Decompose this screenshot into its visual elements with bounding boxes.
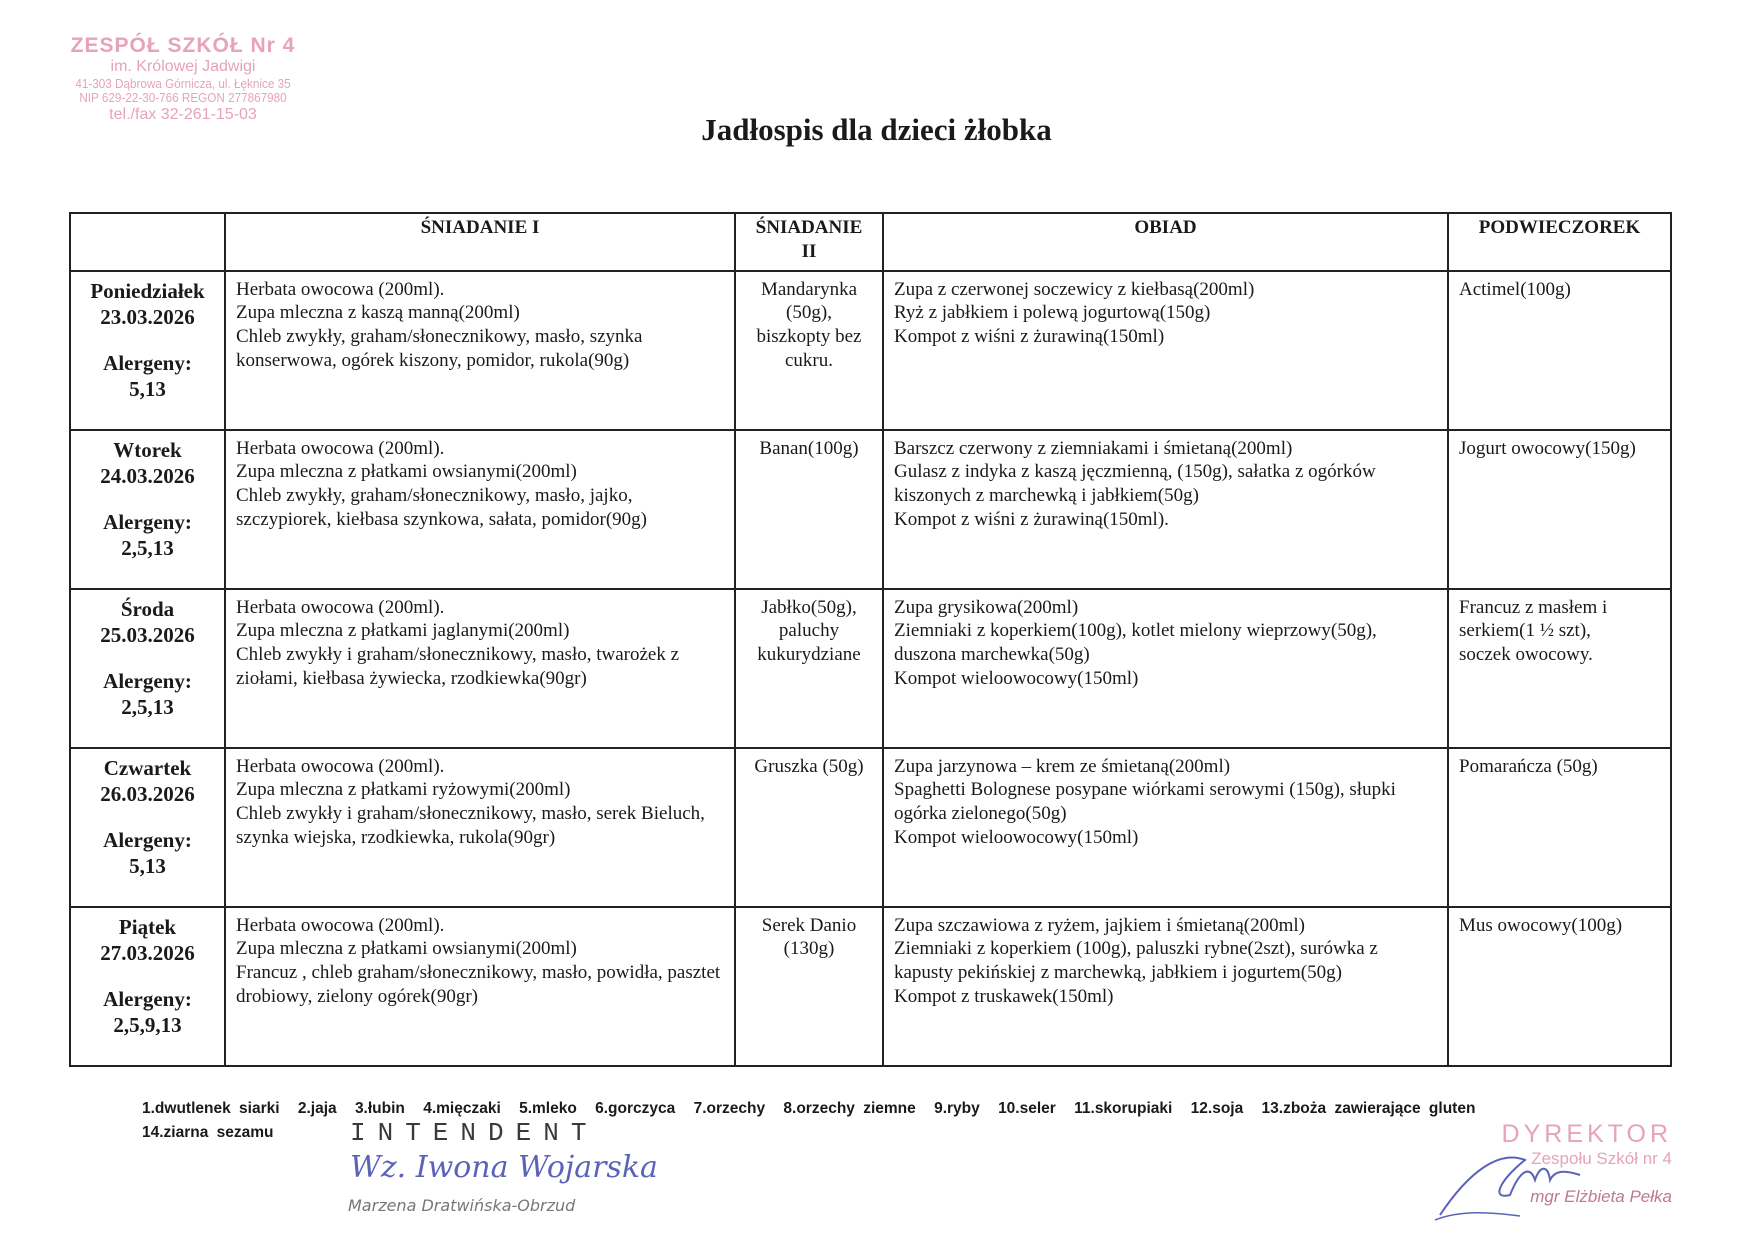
day-name: Poniedziałek xyxy=(90,278,205,303)
obiad-cell xyxy=(883,430,1448,589)
stamp-address: 41-303 Dąbrowa Górnicza, ul. Łęknice 35 xyxy=(75,75,291,91)
intendent-stamp: INTENDENT xyxy=(350,1118,599,1148)
allergen-legend-item: 5.mleko xyxy=(519,1100,577,1117)
table-row xyxy=(70,271,1671,430)
header-podwieczorek: PODWIECZOREK xyxy=(1448,213,1671,271)
menu-item: Zupa mleczna z płatkami owsianymi(200ml) xyxy=(236,938,577,960)
allergen-legend-item: 1.dwutlenek siarki xyxy=(142,1100,280,1117)
podwieczorek-cell xyxy=(1448,907,1671,1066)
allergen-legend-item: 10.seler xyxy=(998,1100,1056,1117)
menu-item: Kompot wieloowocowy(150ml) xyxy=(894,667,1139,689)
allergens-label: Alergeny: xyxy=(103,987,192,1011)
menu-item: Zupa mleczna z płatkami ryżowymi(200ml) xyxy=(236,779,571,801)
menu-item: Chleb zwykły i graham/słonecznikowy, masło, serek Bieluch, szynka wiejska, rzodkiewka, rukola(90gr) xyxy=(236,803,705,848)
sniadanie-2-cell xyxy=(735,589,883,748)
menu-item: Mus owocowy(100g) xyxy=(1459,914,1623,936)
menu-item: Jogurt owocowy(150g) xyxy=(1459,437,1636,459)
header-obiad: OBIAD xyxy=(883,213,1448,271)
obiad-cell xyxy=(883,271,1448,430)
allergen-legend-item: 11.skorupiaki xyxy=(1074,1100,1173,1117)
allergens-value: 2,5,13 xyxy=(121,536,174,561)
allergens-label: Alergeny: xyxy=(103,669,192,693)
allergens-value: 2,5,13 xyxy=(121,695,174,720)
sniadanie-2-cell xyxy=(735,271,883,430)
director-stamp xyxy=(1452,1120,1672,1207)
menu-item: Jabłko(50g), xyxy=(761,596,857,618)
allergens-value: 2,5,9,13 xyxy=(113,1013,182,1038)
podwieczorek-cell xyxy=(1448,430,1671,589)
menu-item: Ziemniaki z koperkiem (100g), paluszki rybne(2szt), surówka z kapusty pekińskiej z marchewką, jabłkiem i jogurtem(50g) xyxy=(894,938,1378,983)
day-name: Wtorek xyxy=(113,437,182,462)
table-row xyxy=(70,589,1671,748)
menu-item: Barszcz czerwony z ziemniakami i śmietaną(200ml) xyxy=(894,437,1293,459)
sniadanie-2-cell xyxy=(735,907,883,1066)
sniadanie-1-cell xyxy=(225,271,735,430)
allergen-legend-item: 8.orzechy ziemne xyxy=(783,1100,916,1117)
menu-item: soczek owocowy. xyxy=(1459,644,1593,665)
obiad-cell xyxy=(883,907,1448,1066)
menu-item: Kompot z truskawek(150ml) xyxy=(894,985,1114,1007)
intendent-name: Marzena Dratwińska-Obrzud xyxy=(348,1196,576,1215)
day-cell xyxy=(70,271,225,430)
director-title: DYREKTOR xyxy=(1501,1120,1672,1148)
allergen-legend-item: 12.soja xyxy=(1190,1100,1244,1117)
menu-item: Zupa mleczna z kaszą manną(200ml) xyxy=(236,302,520,324)
allergens-label: Alergeny: xyxy=(103,351,192,375)
day-cell xyxy=(70,430,225,589)
header-sniadanie-2: ŚNIADANIE II xyxy=(735,213,883,271)
menu-item: Ryż z jabłkiem i polewą jogurtową(150g) xyxy=(894,302,1211,324)
menu-item: Kompot z wiśni z żurawiną(150ml). xyxy=(894,508,1169,530)
day-name: Środa xyxy=(120,596,175,621)
menu-table xyxy=(69,212,1672,1067)
menu-item: Chleb zwykły, graham/słonecznikowy, masło, szynka konserwowa, ogórek kiszony, pomidor, rukola(90g) xyxy=(236,326,643,371)
menu-item: Mandarynka (50g), xyxy=(760,278,858,324)
day-name: Czwartek xyxy=(103,755,192,780)
menu-item: Kompot wieloowocowy(150ml) xyxy=(894,826,1139,848)
allergens-label: Alergeny: xyxy=(103,828,192,852)
menu-item: Herbata owocowa (200ml). xyxy=(236,914,445,936)
menu-item: Chleb zwykły i graham/słonecznikowy, masło, twarożek z ziołami, kiełbasa żywiecka, rzodkiewka(90gr) xyxy=(236,644,680,689)
day-cell xyxy=(70,589,225,748)
obiad-cell xyxy=(883,748,1448,907)
podwieczorek-cell xyxy=(1448,271,1671,430)
menu-item: Spaghetti Bolognese posypane wiórkami serowymi (150g), słupki ogórka zielonego(50g) xyxy=(894,779,1396,824)
podwieczorek-cell xyxy=(1448,589,1671,748)
menu-item: Francuz , chleb graham/słonecznikowy, masło, powidła, pasztet drobiowy, zielony ogórek(90gr) xyxy=(236,962,721,1007)
day-date: 23.03.2026 xyxy=(100,304,195,329)
menu-item: Herbata owocowa (200ml). xyxy=(236,755,445,777)
sniadanie-2-cell xyxy=(735,430,883,589)
allergen-legend-item: 3.łubin xyxy=(354,1100,405,1117)
menu-item: Zupa szczawiowa z ryżem, jajkiem i śmietaną(200ml) xyxy=(894,914,1305,936)
header-day xyxy=(70,213,225,271)
sniadanie-2-cell xyxy=(735,748,883,907)
menu-item: Francuz z masłem i serkiem(1 ½ szt), xyxy=(1459,596,1608,642)
menu-item: Ziemniaki z koperkiem(100g), kotlet mielony wieprzowy(50g), duszona marchewka(50g) xyxy=(894,620,1377,665)
page-title: Jadłospis dla dzieci żłobka xyxy=(701,112,1052,147)
allergens-value: 5,13 xyxy=(129,854,166,879)
menu-item: Zupa mleczna z płatkami owsianymi(200ml) xyxy=(236,461,577,483)
menu-item: Zupa grysikowa(200ml) xyxy=(894,596,1079,618)
allergen-legend-item: 13.zboża zawierające gluten xyxy=(1261,1100,1476,1117)
stamp-school-name: ZESPÓŁ SZKÓŁ Nr 4 xyxy=(70,34,296,57)
menu-item: Gulasz z indyka z kaszą jęczmienną, (150g), sałatka z ogórków kiszonych z marchewką i jabłkiem(50g) xyxy=(894,461,1376,506)
table-row xyxy=(70,907,1671,1066)
menu-item: Banan(100g) xyxy=(759,437,859,459)
day-date: 25.03.2026 xyxy=(100,622,195,647)
allergen-legend-item: 9.ryby xyxy=(934,1100,980,1117)
menu-item: Serek Danio (130g) xyxy=(761,914,857,960)
sniadanie-1-cell xyxy=(225,907,735,1066)
header-sniadanie-1: ŚNIADANIE I xyxy=(225,213,735,271)
allergen-legend-item: 14.ziarna sezamu xyxy=(142,1124,274,1142)
stamp-phone: tel./fax 32-261-15-03 xyxy=(109,106,257,124)
day-date: 26.03.2026 xyxy=(100,781,195,806)
menu-item: Zupa jarzynowa – krem ze śmietaną(200ml) xyxy=(894,755,1231,777)
menu-item: Zupa mleczna z płatkami jaglanymi(200ml) xyxy=(236,620,570,642)
sniadanie-1-cell xyxy=(225,430,735,589)
menu-item: Herbata owocowa (200ml). xyxy=(236,437,445,459)
header-row xyxy=(70,213,1671,271)
sniadanie-1-cell xyxy=(225,589,735,748)
table-row xyxy=(70,430,1671,589)
allergen-legend-item: 6.gorczyca xyxy=(595,1100,676,1117)
stamp-school-patron: im. Królowej Jadwigi xyxy=(110,58,256,76)
obiad-cell xyxy=(883,589,1448,748)
table-row xyxy=(70,748,1671,907)
menu-item: Herbata owocowa (200ml). xyxy=(236,596,445,618)
allergens-label: Alergeny: xyxy=(103,510,192,534)
menu-item: Chleb zwykły, graham/słonecznikowy, masło, jajko, szczypiorek, kiełbasa szynkowa, sałata, pomidor(90g) xyxy=(236,485,648,530)
director-name: mgr Elżbieta Pełka xyxy=(1530,1187,1672,1206)
day-name: Piątek xyxy=(118,914,177,939)
day-cell xyxy=(70,748,225,907)
menu-item: Herbata owocowa (200ml). xyxy=(236,278,445,300)
allergens-value: 5,13 xyxy=(129,377,166,402)
allergen-legend-item: 2.jaja xyxy=(297,1100,337,1117)
menu-item: Pomarańcza (50g) xyxy=(1459,755,1598,777)
podwieczorek-cell xyxy=(1448,748,1671,907)
stamp-nip-regon: NIP 629-22-30-766 REGON 277867980 xyxy=(79,90,287,106)
menu-item: Actimel(100g) xyxy=(1459,278,1571,300)
day-date: 24.03.2026 xyxy=(100,463,195,488)
allergen-legend-item: 4.mięczaki xyxy=(423,1100,501,1117)
menu-item: Gruszka (50g) xyxy=(754,755,864,777)
signature-left: Wz. Iwona Wojarska xyxy=(350,1150,658,1185)
director-subtitle: Zespołu Szkół nr 4 xyxy=(1531,1149,1672,1168)
menu-item: paluchy kukurydziane xyxy=(757,620,861,665)
sniadanie-1-cell xyxy=(225,748,735,907)
menu-item: biszkopty bez cukru. xyxy=(756,326,862,371)
day-cell xyxy=(70,907,225,1066)
menu-item: Zupa z czerwonej soczewicy z kiełbasą(200ml) xyxy=(894,278,1255,300)
day-date: 27.03.2026 xyxy=(100,940,195,965)
menu-item: Kompot z wiśni z żurawiną(150ml) xyxy=(894,326,1165,347)
allergen-legend-item: 7.orzechy xyxy=(693,1100,766,1117)
